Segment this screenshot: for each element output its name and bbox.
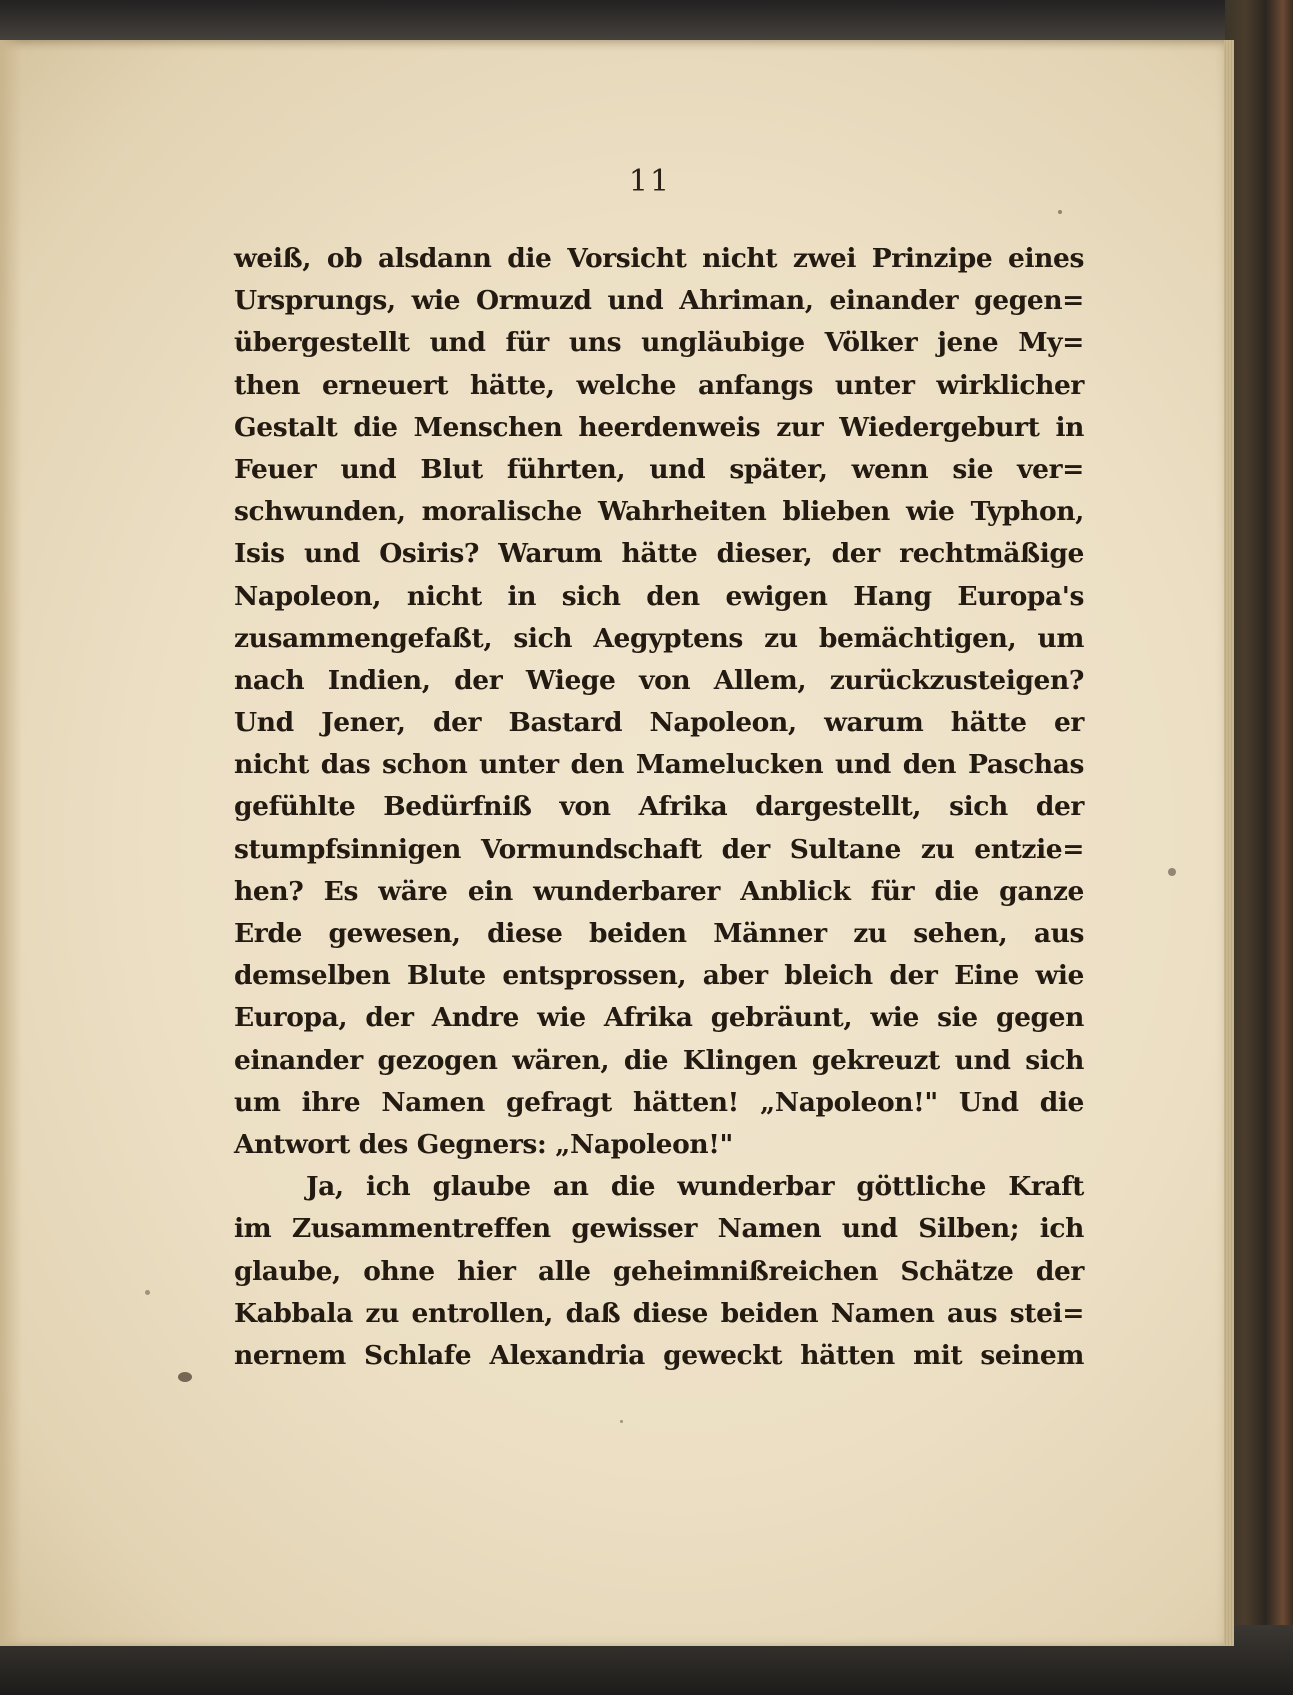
text-line: Feuer und Blut führten, und später, wenn sie ver= <box>234 453 1084 485</box>
text-line: nernem Schlafe Alexandria geweckt hätten mit seinem <box>234 1339 1084 1371</box>
page-edge <box>1224 40 1234 1646</box>
text-line: weiß, ob alsdann die Vorsicht nicht zwei Prinzipe eines <box>234 243 1084 274</box>
text-line: Isis und Osiris? Warum hätte dieser, der rechtmäßige <box>234 538 1084 570</box>
text-line: übergestellt und für uns ungläubige Völker jene My= <box>234 327 1084 359</box>
text-line: schwunden, moralische Wahrheiten blieben wie Typhon, <box>234 496 1084 528</box>
text-line: Erde gewesen, diese beiden Männer zu sehen, aus <box>234 918 1084 949</box>
text-line: Kabbala zu entrollen, daß diese beiden Namen aus stei= <box>234 1297 1084 1329</box>
text-line: Und Jener, der Bastard Napoleon, warum hätte er <box>234 707 1084 739</box>
text-line: Ursprungs, wie Ormuzd und Ahriman, einander gegen= <box>234 285 1084 317</box>
paragraph <box>234 1166 1084 1377</box>
body-text <box>234 238 1084 1377</box>
text-line: demselben Blute entsprossen, aber bleich der Eine wie <box>234 960 1084 992</box>
text-line: im Zusammentreffen gewisser Namen und Silben; ich <box>234 1213 1084 1245</box>
paper-speck <box>620 1420 623 1423</box>
paper-speck <box>178 1372 192 1382</box>
text-line: gefühlte Bedürfniß von Afrika dargestellt, sich der <box>234 791 1084 823</box>
text-line: glaube, ohne hier alle geheimnißreichen Schätze der <box>234 1255 1084 1287</box>
book-cover-right <box>1225 0 1293 1695</box>
page-number: 11 <box>628 164 672 199</box>
text-line: hen? Es wäre ein wunderbarer Anblick für die ganze <box>234 875 1084 907</box>
text-line: Ja, ich glaube an die wunderbar göttliche Kraft <box>306 1171 1084 1203</box>
paper-speck <box>1058 210 1062 214</box>
text-line: Antwort des Gegners: „Napoleon!" <box>234 1128 733 1160</box>
paragraph <box>234 238 1084 1166</box>
text-line: nicht das schon unter den Mamelucken und den Paschas <box>234 749 1084 781</box>
text-line: zusammengefaßt, sich Aegyptens zu bemächtigen, um <box>234 622 1084 654</box>
text-line: um ihre Namen gefragt hätten! „Napoleon!" Und die <box>234 1086 1084 1118</box>
text-line: nach Indien, der Wiege von Allem, zurückzusteigen? <box>234 664 1084 696</box>
paper-speck <box>1168 868 1176 876</box>
text-line: Napoleon, nicht in sich den ewigen Hang Europa's <box>234 580 1084 612</box>
text-line: stumpfsinnigen Vormundschaft der Sultane zu entzie= <box>234 833 1084 865</box>
text-line: Gestalt die Menschen heerdenweis zur Wiedergeburt in <box>234 411 1084 443</box>
text-line: Europa, der Andre wie Afrika gebräunt, wie sie gegen <box>234 1002 1084 1034</box>
text-line: then erneuert hätte, welche anfangs unter wirklicher <box>234 369 1084 401</box>
page-gutter <box>0 40 22 1646</box>
paper-speck <box>145 1290 150 1295</box>
text-line: einander gezogen wären, die Klingen gekreuzt und sich <box>234 1044 1084 1076</box>
